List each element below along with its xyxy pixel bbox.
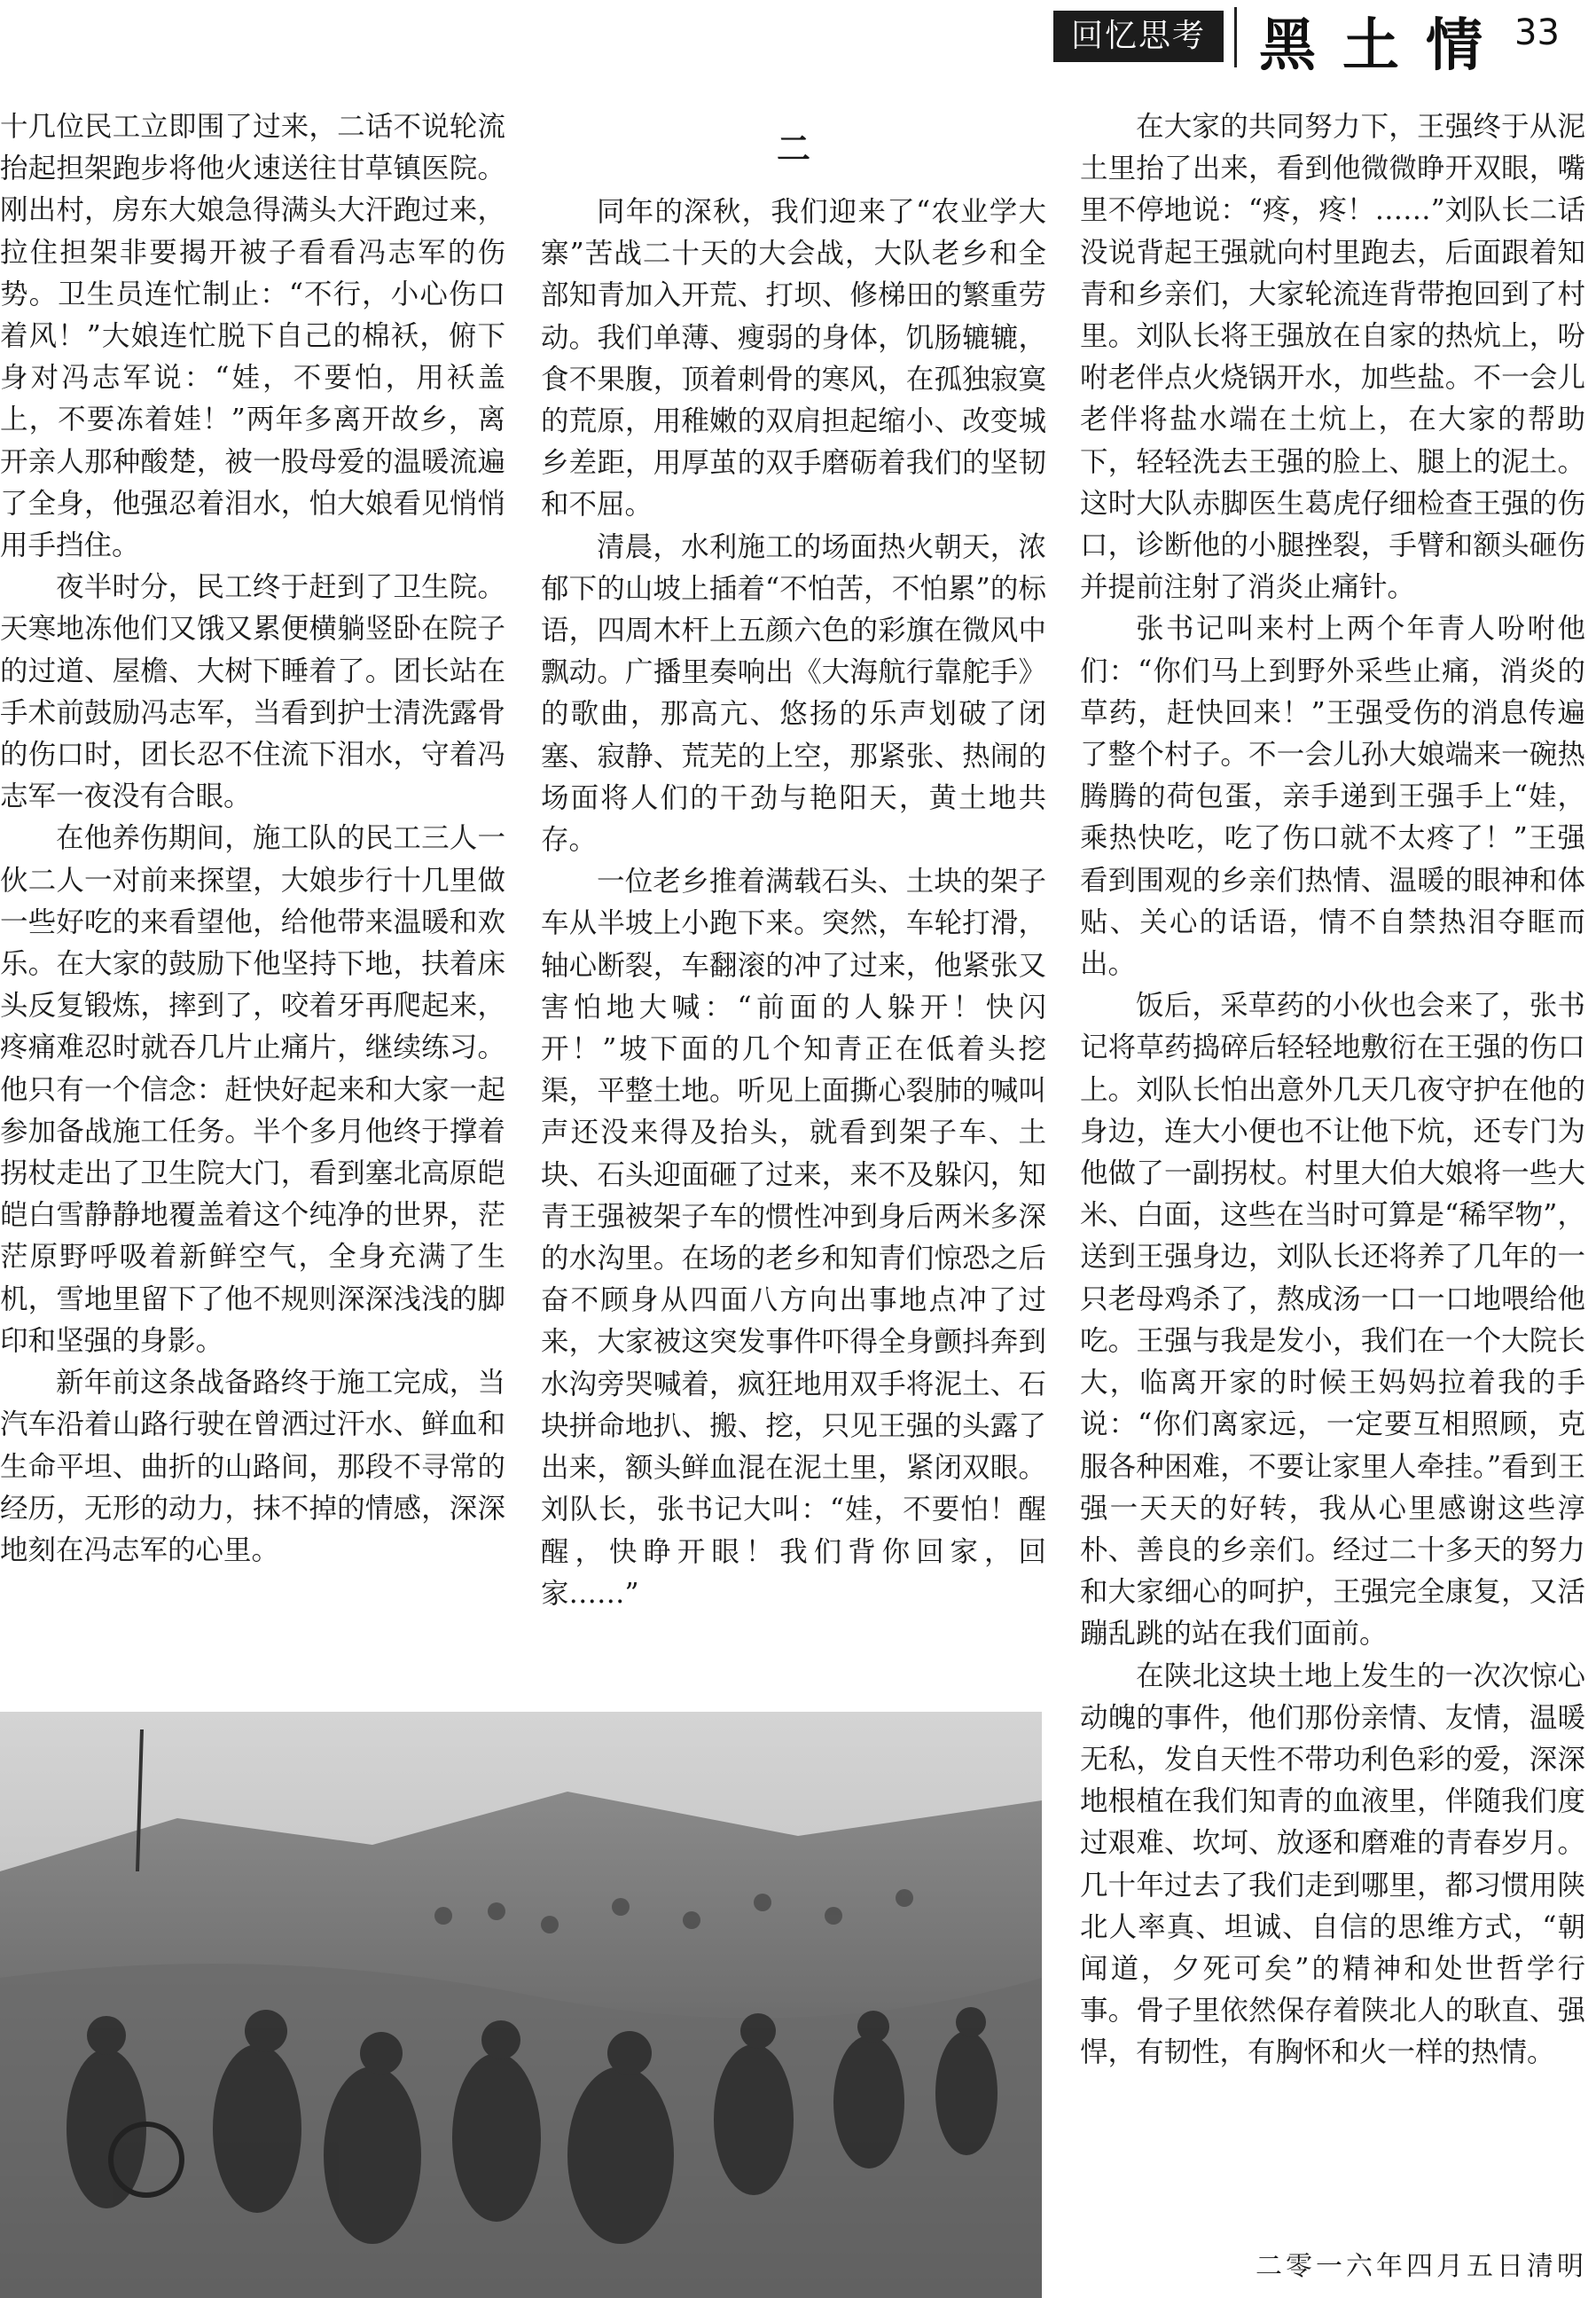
paragraph: 一位老乡推着满载石头、土块的架子车从半坡上小跑下来。突然，车轮打滑，轴心断裂，车翻滚的冲了过来，他紧张又害怕地大喊：“前面的人躲开！快闪开！”坡下面的几个知青正在低着头挖渠，平整土地。听见上面撕心裂肺的喊叫声还没来得及抬头，就看到架子车、土块、石头迎面砸了过来，来不及躲闪，知青王强被架子车的惯性冲到身后两米多深的水沟里。在场的老乡和知青们惊恐之后奋不顾身从四面八方向出事地点冲了过来，大家被这突发事件吓得全身颤抖奔到水沟旁哭喊着，疯狂地用双手将泥土、石块拼命地扒、搬、挖，只见王强的头露了出来，额头鲜血混在泥土里，紧闭双眼。刘队长，张书记大叫：“娃，不要怕！醒醒，快睁开眼！我们背你回家，回家……” — [541, 866, 1046, 1610]
paragraph: 新年前这条战备路终于施工完成，当汽车沿着山路行驶在曾洒过汗水、鲜血和生命平坦、曲折的山路间，那段不寻常的经历，无形的动力，抹不掉的情感，深深地刻在冯志军的心里。 — [0, 1367, 505, 1566]
paragraph: 在陕北这块土地上发生的一次次惊心动魄的事件，他们那份亲情、友情，温暖无私，发自天性不带功利色彩的爱，深深地根植在我们知青的血液里，伴随我们度过艰难、坎坷、放逐和磨难的青春岁月。几十年过去了我们走到哪里，都习惯用陕北人率真、坦诚、自信的思维方式，“朝闻道，夕死可矣”的精神和处世哲学行事。骨子里依然保存着陕北人的耿直、强悍，有韧性，有胸怀和火一样的热情。 — [1080, 1659, 1585, 2069]
paragraph: 同年的深秋，我们迎来了“农业学大寨”苦战二十天的大会战，大队老乡和全部知青加入开荒、打坝、修梯田的繁重劳动。我们单薄、瘦弱的身体，饥肠辘辘，食不果腹，顶着刺骨的寒风，在孤独寂寞的荒原，用稚嫩的双肩担起缩小、改变城乡差距，用厚茧的双手磨砺着我们的坚韧和不屈。 — [541, 196, 1046, 522]
paragraph: 清晨，水利施工的场面热火朝天，浓郁下的山坡上插着“不怕苦，不怕累”的标语，四周木杆上五颜六色的彩旗在微风中飘动。广播里奏响出《大海航行靠舵手》的歌曲，那高亢、悠扬的乐声划破了闭塞、寂静、荒芜的上空，那紧张、热闹的场面将人们的干劲与艳阳天，黄土地共存。 — [541, 530, 1046, 857]
header-divider — [1234, 7, 1237, 67]
page-header — [0, 0, 1596, 82]
paragraph: 十几位民工立即围了过来，二话不说轮流抬起担架跑步将他火速送往甘草镇医院。刚出村，房东大娘急得满头大汗跑过来，拉住担架非要揭开被子看看冯志军的伤势。卫生员连忙制止：“不行，小心伤口着风！”大娘连忙脱下自己的棉袄，俯下身对冯志军说：“娃，不要怕，用袄盖上，不要冻着娃！”两年多离开故乡，离开亲人那种酸楚，被一股母爱的温暖流遍了全身，他强忍着泪水，怕大娘看见悄悄用手挡住。 — [0, 111, 505, 562]
page-number: 33 — [1514, 12, 1560, 53]
paragraph: 饭后，采草药的小伙也会来了，张书记将草药捣碎后轻轻地敷衍在王强的伤口上。刘队长怕出意外几天几夜守护在他的身边，连大小便也不让他下炕，还专门为他做了一副拐杖。村里大伯大娘将一些大米、白面，这些在当时可算是“稀罕物”，送到王强身边，刘队长还将养了几年的一只老母鸡杀了，熬成汤一口一口地喂给他吃。王强与我是发小，我们在一个大院长大，临离开家的时候王妈妈拉着我的手说：“你们离家远，一定要互相照顾，克服各种困难，不要让家里人牵挂。”看到王强一天天的好转，我从心里感谢这些淳朴、善良的乡亲们。经过二十多天的努力和大家细心的呵护，王强完全康复，又活蹦乱跳的站在我们面前。 — [1080, 990, 1585, 1651]
paragraph: 在大家的共同努力下，王强终于从泥土里抬了出来，看到他微微睁开双眼，嘴里不停地说：“疼，疼！……”刘队长二话没说背起王强就向村里跑去，后面跟着知青和乡亲们，大家轮流连背带抱回到了村里。刘队长将王强放在自家的热炕上，吩咐老伴点火烧锅开水，加些盐。不一会儿老伴将盐水端在土炕上，在大家的帮助下，轻轻洗去王强的脸上、腿上的泥土。这时大队赤脚医生葛虎仔细检查王强的伤口，诊断他的小腿挫裂，手臂和额头砸伤并提前注射了消炎止痛针。 — [1080, 111, 1585, 604]
magazine-logo: 黑土情 — [1259, 12, 1509, 79]
article-column-2 — [541, 106, 1046, 1615]
paragraph: 在他养伤期间，施工队的民工三人一伙二人一对前来探望，大娘步行十几里做一些好吃的来看望他，给他带来温暖和欢乐。在大家的鼓励下他坚持下地，扶着床头反复锻炼，摔到了，咬着牙再爬起来，疼痛难忍时就吞几片止痛片，继续练习。他只有一个信念：赶快好起来和大家一起参加备战施工任务。半个多月他终于撑着拐杖走出了卫生院大门，看到塞北高原皑皑白雪静静地覆盖着这个纯净的世界，茫茫原野呼吸着新鲜空气，全身充满了生机，雪地里留下了他不规则深深浅浅的脚印和坚强的身影。 — [0, 822, 505, 1357]
historical-photo — [0, 1712, 1042, 2298]
article-column-1 — [0, 106, 505, 1572]
photo-illustration — [0, 1712, 1042, 2298]
date-signature: 二零一六年四月五日清明 — [1256, 2251, 1587, 2282]
section-number-heading: 二 — [776, 129, 810, 169]
paragraph: 夜半时分，民工终于赶到了卫生院。天寒地冻他们又饿又累便横躺竖卧在院子的过道、屋檐、大树下睡着了。团长站在手术前鼓励冯志军，当看到护士清洗露骨的伤口时，团长忍不住流下泪水，守着冯志军一夜没有合眼。 — [0, 571, 505, 813]
paragraph: 张书记叫来村上两个年青人吩咐他们：“你们马上到野外采些止痛，消炎的草药，赶快回来！”王强受伤的消息传遍了整个村子。不一会儿孙大娘端来一碗热腾腾的荷包蛋，亲手递到王强手上“娃，乘热快吃，吃了伤口就不太疼了！”王强看到围观的乡亲们热情、温暖的眼神和体贴、关心的话语，情不自禁热泪夺眶而出。 — [1080, 613, 1585, 981]
article-column-3 — [1080, 106, 1585, 2074]
section-tag: 回忆思考 — [1053, 11, 1224, 62]
